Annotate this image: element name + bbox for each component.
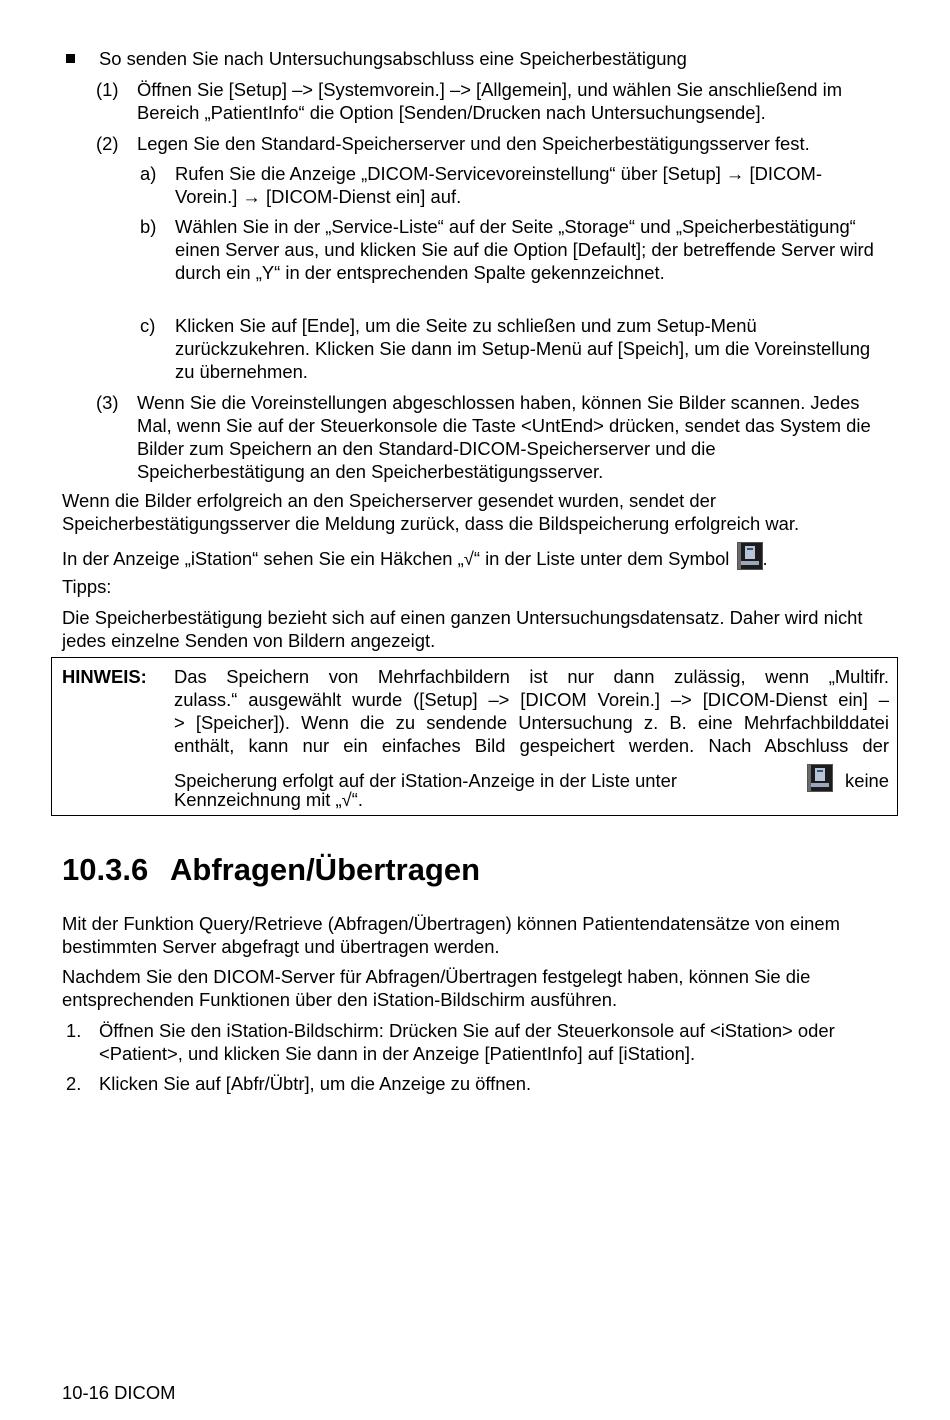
section-heading bbox=[62, 850, 480, 890]
step-text: Legen Sie den Standard-Speicherserver und den Speicherbestätigungsserver fest. bbox=[137, 133, 810, 154]
note-line: Das Speichern von Mehrfachbildern ist nur dann zulässig, wenn „Multifr. bbox=[174, 666, 889, 687]
substep-text: Rufen Sie die Anzeige „DICOM-Servicevoreinstellung“ über [Setup] → [DICOM-Vorein.] → [DICOM-Dienst ein] auf. bbox=[175, 163, 822, 207]
tips-label: Tipps: bbox=[62, 576, 112, 597]
note-line: Kennzeichnung mit „√“. bbox=[174, 789, 363, 810]
paragraph-end: . bbox=[762, 548, 768, 569]
note-text: Speicherung erfolgt auf der iStation-Anzeige in der Liste unter bbox=[174, 770, 677, 791]
note-label: HINWEIS: bbox=[62, 666, 147, 687]
step-text: Klicken Sie auf [Abfr/Übtr], um die Anzeige zu öffnen. bbox=[99, 1073, 532, 1094]
paragraph-checkmark bbox=[62, 542, 892, 570]
substep-label: a) bbox=[140, 163, 157, 184]
note-line: zulass.“ ausgewählt wurde ([Setup] –> [DICOM Vorein.] –> [DICOM-Dienst ein] – bbox=[174, 689, 889, 710]
note-line: enthält, kann nur ein einfaches Bild gespeichert werden. Nach Abschluss der bbox=[174, 735, 889, 756]
note-text: keine bbox=[845, 770, 889, 791]
square-bullet-icon bbox=[66, 54, 75, 63]
substep-text: Klicken Sie auf [Ende], um die Seite zu schließen und zum Setup-Menü zurückzukehren. Klicken Sie dann im Setup-Menü auf [Speich], um die Voreinstellung zu übernehmen. bbox=[175, 315, 871, 382]
storage-list-icon bbox=[737, 542, 763, 570]
section-title: Abfragen/Übertragen bbox=[170, 852, 481, 887]
section-intro-1: Mit der Funktion Query/Retrieve (Abfragen/Übertragen) können Patientendatensätze von einem bestimmten Server abgefragt und übertragen werden. bbox=[62, 913, 840, 957]
substep-label: b) bbox=[140, 216, 157, 237]
step-label: 1. bbox=[66, 1020, 82, 1041]
step-text: Wenn Sie die Voreinstellungen abgeschlossen haben, können Sie Bilder scannen. Jedes Mal, wenn Sie auf der Steuerkonsole die Taste <UntEnd> drücken, sendet das System die Bilder zum Speichern an den Standard-DICOM-Speicherserver und die Speicherbestätigung an den Speicherbestätigungsserver. bbox=[137, 392, 871, 482]
note-line: > [Speicher]). Wenn die zu sendende Untersuchung z. B. eine Mehrfachbilddatei bbox=[174, 712, 889, 733]
step-text: Öffnen Sie den iStation-Bildschirm: Drücken Sie auf der Steuerkonsole auf <iStation> oder <Patient>, und klicken Sie dann in der Anzeige [PatientInfo] auf [iStation]. bbox=[99, 1020, 835, 1064]
note-box bbox=[51, 657, 898, 816]
step-label: (1) bbox=[96, 79, 119, 100]
paragraph-tips: Die Speicherbestätigung bezieht sich auf einen ganzen Untersuchungsdatensatz. Daher wird nicht jedes einzelne Senden von Bildern angezeigt. bbox=[62, 607, 863, 651]
section-intro-2: Nachdem Sie den DICOM-Server für Abfragen/Übertragen festgelegt haben, können Sie die entsprechenden Funktionen über den iStation-Bildschirm ausführen. bbox=[62, 966, 811, 1010]
step-label: (3) bbox=[96, 392, 119, 413]
paragraph-success: Wenn die Bilder erfolgreich an den Speicherserver gesendet wurden, sendet der Speicherbestätigungsserver die Meldung zurück, dass die Bildspeicherung erfolgreich war. bbox=[62, 490, 800, 534]
section-number: 10.3.6 bbox=[62, 852, 149, 887]
step-label: 2. bbox=[66, 1073, 82, 1094]
step-label: (2) bbox=[96, 133, 119, 154]
step-text: Öffnen Sie [Setup] –> [Systemvorein.] –> [Allgemein], und wählen Sie anschließend im Bereich „PatientInfo“ die Option [Senden/Drucken nach Untersuchungsende]. bbox=[137, 79, 843, 123]
substep-label: c) bbox=[140, 315, 156, 336]
substep-text: Wählen Sie in der „Service-Liste“ auf der Seite „Storage“ und „Speicherbestätigung“ einen Server aus, und klicken Sie auf die Option [Default]; der betreffende Server wird durch ein „Y“ in der entsprechenden Spalte gekennzeichnet. bbox=[175, 216, 874, 283]
bullet-text: So senden Sie nach Untersuchungsabschluss eine Speicherbestätigung bbox=[99, 48, 687, 69]
paragraph-text: In der Anzeige „iStation“ sehen Sie ein Häkchen „√“ in der Liste unter dem Symbol bbox=[62, 548, 730, 569]
page-footer: 10-16 DICOM bbox=[62, 1382, 176, 1403]
